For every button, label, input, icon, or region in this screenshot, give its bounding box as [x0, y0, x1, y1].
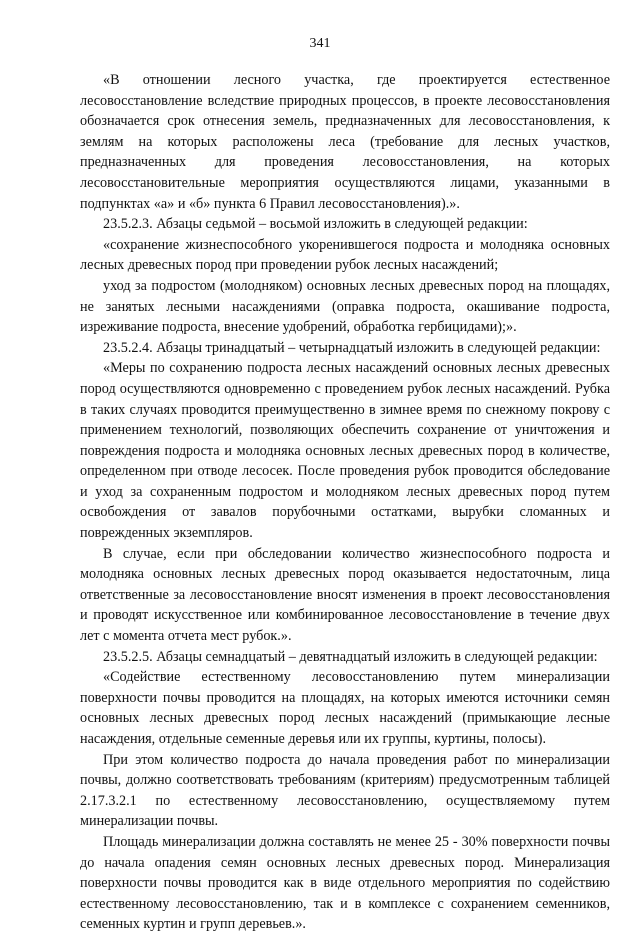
paragraph-23-5-2-4-heading: 23.5.2.4. Абзацы тринадцатый – четырнадцатый изложить в следующей редакции: [103, 339, 601, 356]
paragraph-mineralization-area: Площадь минерализации должна составлять не менее 25 - 30% поверхности почвы до начала опадения семян основных лесных древесных пород. Минерализация поверхности почвы проводится как в виде отдельного мероприятия по содействию естественному лесовосстановлению, так и в комплексе с сохранением семенников, семенных куртин и групп деревьев.». [80, 833, 610, 933]
paragraph-undergrowth-care: уход за подростом (молодняком) основных лесных древесных пород на площадях, не занятых лесными насаждениями (оправка подроста, окашивание подроста, изреживание подроста, внесение удобрений, обработка гербицидами);». [80, 277, 610, 336]
paragraph-soil-mineralization: «Содействие естественному лесовосстановлению путем минерализации поверхности почвы проводится на площадях, на которых имеются источники семян основных лесных древесных пород лесных насаждений (примыкающие лесные насаждения, отдельные семенные деревья или их группы, куртины, полосы). [80, 669, 610, 747]
text-body [80, 70, 610, 935]
paragraph-preservation-undergrowth: «сохранение жизнеспособного укоренившегося подроста и молодняка основных лесных древесных пород при проведении рубок лесных насаждений; [80, 236, 610, 274]
paragraph-undergrowth-requirements: При этом количество подроста до начала проведения работ по минерализации почвы, должно соответствовать требованиям (критериям) предусмотренным таблицей 2.17.3.2.1 по естественному лесовосстановлению, осуществляемому путем минерализации почвы. [80, 751, 610, 830]
paragraph-forest-plot-clause: «В отношении лесного участка, где проектируется естественное лесовосстановление вследствие природных процессов, в проекте лесовосстановления обозначается срок отнесения земель, предназначенных для лесовосстановления, к землям на которых расположены леса (требование для лесных участков, предназначенных для проведения лесовосстановления, на которых лесовосстановительные мероприятия осуществляются лицами, указанными в подпунктах «а» и «б» пункта 6 Правил лесовосстановления).». [80, 72, 610, 212]
paragraph-undergrowth-measures: «Меры по сохранению подроста лесных насаждений основных лесных древесных пород осуществляются одновременно с проведением рубок лесных насаждений. Рубка в таких случаях проводится преимущественно в зимнее время по снежному покрову с применением технологий, позволяющих обеспечить сохранение от уничтожения и повреждения подроста и молодняка основных лесных древесных пород в количестве, определенном при отводе лесосек. После проведения рубок проводится обследование и уход за сохраненным подростом и молодняком лесных древесных пород путем освобождения от завалов порубочными остатками, вырубки сломанных и поврежденных экземпляров. [80, 360, 610, 542]
paragraph-23-5-2-3-heading: 23.5.2.3. Абзацы седьмой – восьмой изложить в следующей редакции: [103, 216, 528, 233]
page-number: 341 [309, 36, 331, 51]
paragraph-23-5-2-5-heading: 23.5.2.5. Абзацы семнадцатый – девятнадцатый изложить в следующей редакции: [103, 648, 598, 665]
paragraph-insufficient-undergrowth: В случае, если при обследовании количество жизнеспособного подроста и молодняка основных лесных древесных пород оказывается недостаточным, лица ответственные за лесовосстановление вносят изменения в проект лесовосстановления и проводят искусственное или комбинированное лесовосстановление в течение двух лет с момента отчета мест рубок.». [80, 545, 610, 645]
